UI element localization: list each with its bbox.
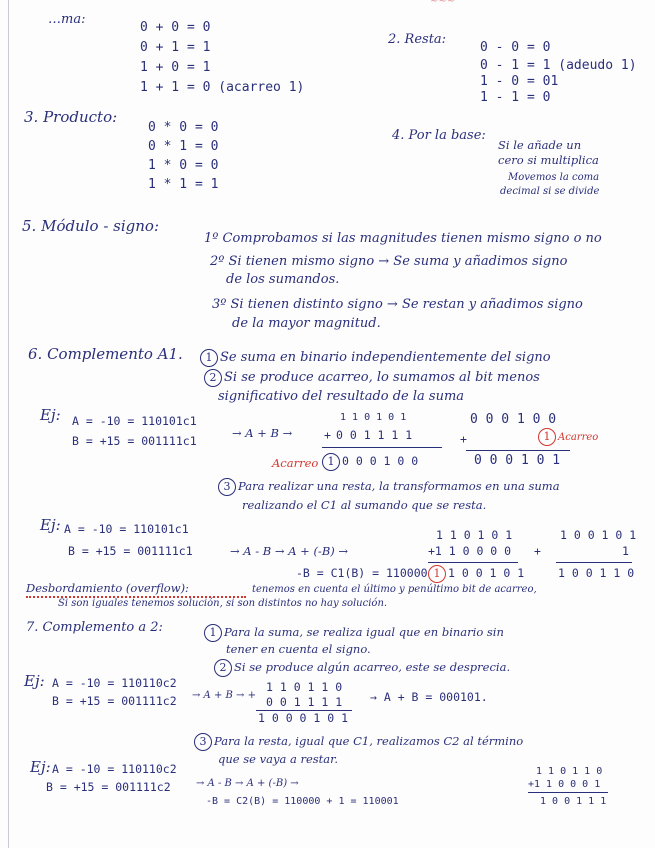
carry-circle: 1 [322, 453, 340, 471]
ca2-ej2-b: B = +15 = 001111c2 [46, 780, 171, 794]
ca2-step2-text: Si se produce algún acarreo, este se desprecia. [234, 660, 511, 674]
ca1-sum-digits: 0 0 0 1 0 0 [342, 454, 419, 468]
ca1-ej2-fin-one: 1 [622, 544, 629, 558]
ca1-step1 [200, 349, 551, 367]
ca2-step3b: que se vaya a restar. [218, 752, 339, 766]
ca2-title: 7. Complemento a 2: [26, 620, 163, 635]
step-number-badge: 2 [204, 369, 222, 387]
base-line-4: decimal si se divide [500, 186, 600, 197]
ca1-ej2-a: A = -10 = 110101c1 [64, 522, 189, 536]
overflow-text-1: tenemos en cuenta el último y penúltimo bit de acarreo, [252, 584, 537, 595]
ca1-ej2-fin-top: 1 0 0 1 0 1 [560, 528, 637, 542]
step-number-badge: 1 [200, 349, 218, 367]
ca2-ej1-mid: 0 0 1 1 1 1 [266, 695, 343, 709]
top-stub: ~~~ [430, 0, 456, 7]
step-number-badge: 1 [204, 624, 222, 642]
modulo-line-5: de la mayor magnitud. [232, 316, 381, 331]
carry-circle: 1 [428, 565, 446, 583]
modulo-line-1: 1º Comprobamos si las magnitudes tienen mismo signo o no [204, 231, 602, 246]
base-line-2: cero si multiplica [498, 153, 599, 167]
producto-title: 3. Producto: [24, 108, 118, 126]
resta-row-2: 0 - 1 = 1 (adeudo 1) [480, 58, 637, 73]
step-number-badge: 3 [218, 478, 236, 496]
base-line-3: Movemos la coma [508, 172, 600, 183]
ca1-ej2-fin-rule [556, 562, 632, 563]
ca2-step3 [194, 733, 523, 751]
margin-line [8, 0, 9, 848]
ca1-sum-rule [322, 447, 442, 448]
ca1-step3 [218, 478, 560, 496]
ca1-ej2-arrow: → A - B → A + (-B) → [230, 544, 349, 558]
ca2-ej1-res: 1 0 0 0 1 0 1 [258, 711, 349, 725]
ca1-op-plus: + [324, 428, 331, 442]
ca2-ej2-label: Ej: [30, 758, 51, 776]
ca1-right-acarreo: Acarreo [558, 432, 599, 443]
ca1-step2b: significativo del resultado de la suma [218, 389, 465, 404]
producto-row-4: 1 * 1 = 1 [148, 177, 219, 192]
ca2-ej1-a: A = -10 = 110110c2 [52, 676, 177, 690]
overflow-label: Desbordamiento (overflow): [26, 581, 189, 595]
producto-row-1: 0 * 0 = 0 [148, 120, 219, 135]
ca1-step2-text: Si se produce acarreo, lo sumamos al bit menos [224, 370, 540, 385]
ca1-right-carry [538, 428, 598, 446]
base-line-1: Si le añade un [498, 138, 582, 152]
ca2-ej1-result: → A + B = 000101. [370, 690, 488, 704]
sum-row-3: 1 + 0 = 1 [140, 60, 211, 75]
ca1-title: 6. Complemento A1. [28, 345, 183, 363]
ca1-step3b: realizando el C1 al sumando que se resta. [242, 498, 487, 512]
ca2-ej1-top: 1 1 0 1 1 0 [266, 680, 343, 694]
ca1-ej2-neg: -B = C1(B) = 110000 [296, 566, 428, 580]
ca2-ej2-rule [528, 792, 608, 793]
ca1-carry-marks: 1 1 0 1 0 1 [340, 412, 407, 423]
ca1-ej2-col-res-digits: 1 0 0 1 0 1 [448, 566, 525, 580]
modulo-line-3: de los sumandos. [226, 272, 340, 287]
ca2-ej1-label: Ej: [24, 672, 45, 690]
ca1-ej2-fin-plus: + [534, 544, 541, 558]
ca1-ej2-col-mid: +1 1 0 0 0 0 [428, 544, 512, 558]
ca1-ej2-col-rule [428, 562, 518, 563]
ca1-ej2-col-top: 1 1 0 1 0 1 [436, 528, 513, 542]
ca2-step1b: tener en cuenta el signo. [226, 642, 371, 656]
ca1-step3-text: Para realizar una resta, la transformamos en una suma [238, 479, 560, 493]
ca2-step2 [214, 659, 510, 677]
ca1-right-result: 0 0 0 1 0 1 [474, 453, 561, 468]
ca2-ej2-neg: -B = C2(B) = 110000 + 1 = 110001 [206, 796, 399, 807]
modulo-line-4: 3º Si tienen distinto signo → Se restan y añadimos signo [212, 297, 583, 312]
sum-title: …ma: [48, 12, 86, 27]
ca1-step2 [204, 369, 540, 387]
ca1-acarreo-label: Acarreo [272, 456, 319, 470]
ca2-step1-text: Para la suma, se realiza igual que en binario sin [224, 625, 504, 639]
resta-row-4: 1 - 1 = 0 [480, 90, 551, 105]
ca1-b-line: B = +15 = 001111c1 [72, 434, 197, 448]
resta-row-3: 1 - 0 = 01 [480, 74, 559, 89]
ca1-op2: 0 0 1 1 1 1 [336, 428, 413, 442]
sum-row-1: 0 + 0 = 0 [140, 20, 211, 35]
ca2-ej1-arrow: → A + B → + [192, 690, 256, 701]
modulo-title: 5. Módulo - signo: [22, 217, 160, 235]
producto-row-2: 0 * 1 = 0 [148, 139, 219, 154]
ca2-ej2-res: 1 0 0 1 1 1 [540, 796, 607, 807]
ca1-ej2-b: B = +15 = 001111c1 [68, 544, 193, 558]
producto-row-3: 1 * 0 = 0 [148, 158, 219, 173]
ca1-right-plus: + [460, 432, 467, 446]
ca1-ej-label: Ej: [40, 406, 61, 424]
base-title: 4. Por la base: [392, 128, 486, 143]
ca1-ej2-fin-res: 1 0 0 1 1 0 [558, 566, 635, 580]
ca1-ej2-label: Ej: [40, 516, 61, 534]
ca1-arrow-ab: → A + B → [232, 426, 293, 440]
overflow-text-2: Si son iguales tenemos solución, si son distintos no hay solución. [58, 598, 388, 609]
ca2-ej2-arrow: → A - B → A + (-B) → [196, 778, 299, 789]
ca2-ej1-b: B = +15 = 001111c2 [52, 694, 177, 708]
ca1-a-line: A = -10 = 110101c1 [72, 414, 197, 428]
ca2-ej2-mid: +1 1 0 0 0 1 [528, 779, 601, 790]
modulo-line-2: 2º Si tienen mismo signo → Se suma y añadimos signo [210, 254, 568, 269]
carry-circle: 1 [538, 428, 556, 446]
sum-row-2: 0 + 1 = 1 [140, 40, 211, 55]
step-number-badge: 3 [194, 733, 212, 751]
resta-title: 2. Resta: [388, 32, 447, 47]
ca2-step1 [204, 624, 504, 642]
ca1-ej2-col-res [428, 565, 524, 583]
resta-row-1: 0 - 0 = 0 [480, 40, 551, 55]
ca1-right-rule [466, 450, 570, 451]
ca2-step3-text: Para la resta, igual que C1, realizamos C2 al término [214, 734, 524, 748]
ca1-sum-result [322, 453, 418, 471]
sum-row-4: 1 + 1 = 0 (acarreo 1) [140, 80, 305, 95]
ca2-ej2-top: 1 1 0 1 1 0 [536, 766, 603, 777]
ca1-step1-text: Se suma en binario independientemente del signo [220, 350, 551, 365]
ca1-right-top: 0 0 0 1 0 0 [470, 412, 557, 427]
step-number-badge: 2 [214, 659, 232, 677]
ca2-ej2-a: A = -10 = 110110c2 [52, 762, 177, 776]
